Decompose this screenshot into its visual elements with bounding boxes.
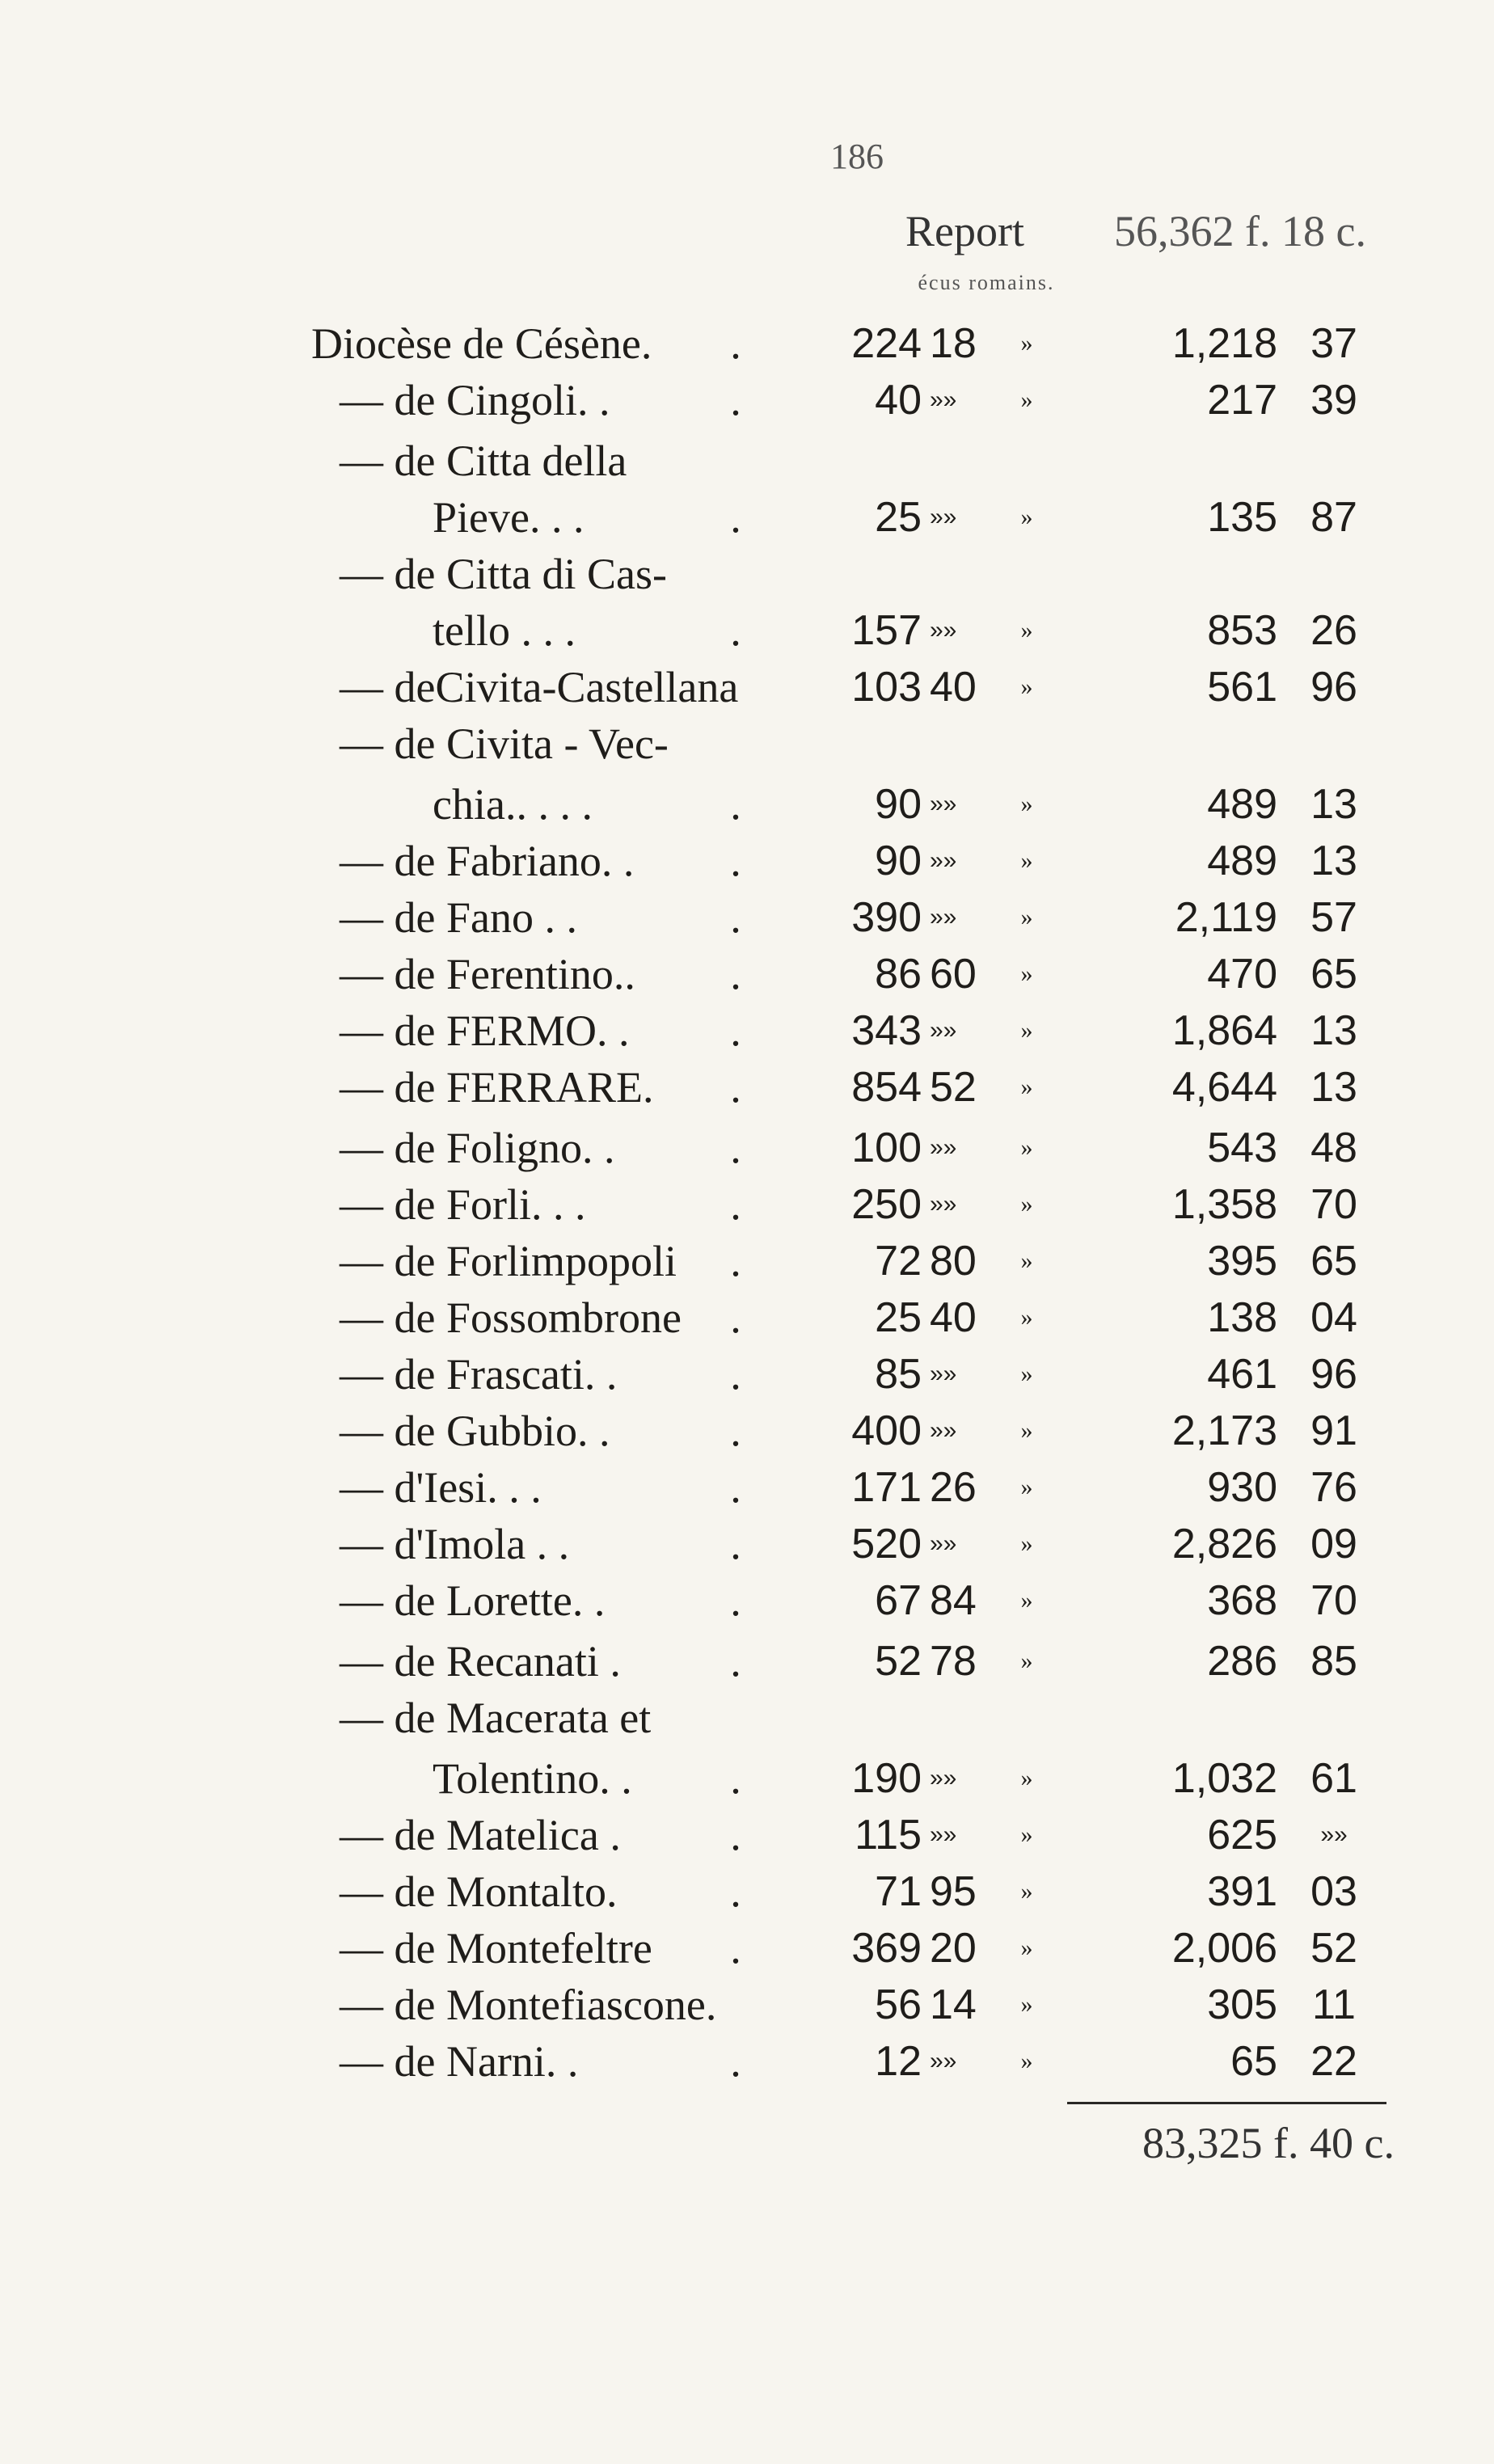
ditto-mark: » (1020, 904, 1033, 930)
florins-value: 2,119 (1175, 894, 1277, 941)
ecus-cents: »» (930, 1530, 957, 1557)
ecus-value: 25 (875, 1294, 922, 1341)
ecus-value: 190 (851, 1755, 922, 1802)
diocese-name: — de Montalto. (340, 1867, 618, 1916)
table-row (0, 1750, 1494, 1807)
leader-dot: . (730, 893, 741, 942)
final-total: 83,325 f. 40 c. (1142, 2119, 1395, 2167)
florins-cents: 09 (1310, 1521, 1357, 1567)
leader-dot: . (730, 606, 741, 655)
ecus-value: 25 (875, 494, 922, 541)
ditto-mark: » (1020, 1765, 1033, 1791)
ecus-cents: 52 (930, 1064, 977, 1111)
page-number: 186 (830, 137, 884, 176)
florins-cents: 87 (1310, 494, 1357, 541)
florins-value: 1,218 (1171, 320, 1277, 367)
table-row (0, 372, 1494, 428)
ecus-cents: »» (930, 1821, 957, 1848)
leader-dot: . (730, 1293, 741, 1342)
ditto-mark: » (1020, 1648, 1033, 1674)
leader-dot: . (730, 1407, 741, 1455)
table-row (0, 1459, 1494, 1516)
florins-cents: 96 (1310, 1351, 1357, 1398)
leader-dot: . (730, 1924, 741, 1972)
ecus-cents: »» (930, 504, 957, 530)
ditto-mark: » (1020, 330, 1033, 357)
diocese-name: chia.. . . . (433, 780, 593, 829)
ditto-mark: » (1020, 1587, 1033, 1614)
florins-cents: 61 (1310, 1755, 1357, 1802)
leader-dot: . (730, 1124, 741, 1172)
report-label: Report (905, 207, 1024, 255)
table-row (0, 432, 1494, 489)
leader-dot: . (730, 1180, 741, 1229)
florins-cents: 52 (1310, 1925, 1357, 1972)
diocese-name: — de Forli. . . (340, 1180, 586, 1229)
table-row (0, 1690, 1494, 1746)
ecus-value: 86 (875, 951, 922, 998)
florins-value: 470 (1207, 951, 1277, 998)
leader-dot: . (730, 376, 741, 424)
total-rule (1067, 2102, 1386, 2104)
florins-value: 625 (1207, 1812, 1277, 1859)
florins-cents: 11 (1312, 1981, 1356, 2028)
ecus-value: 103 (851, 664, 922, 711)
ecus-cents: »» (930, 1417, 957, 1444)
florins-cents: 03 (1310, 1868, 1357, 1915)
table-row (0, 1977, 1494, 2033)
leader-dot: . (730, 1637, 741, 1686)
florins-value: 305 (1207, 1981, 1277, 2028)
table-row (0, 1863, 1494, 1920)
florins-cents: 96 (1310, 664, 1357, 711)
ecus-cents: 84 (930, 1577, 977, 1624)
diocese-name: — de Citta della (340, 437, 627, 485)
table-row (0, 776, 1494, 833)
currency-note: écus romains. (918, 271, 1055, 294)
diocese-name: — de Recanati . (340, 1637, 621, 1686)
ecus-value: 400 (851, 1407, 922, 1454)
florins-value: 138 (1207, 1294, 1277, 1341)
ecus-value: 100 (851, 1124, 922, 1171)
ditto-mark: » (1020, 791, 1033, 817)
florins-value: 368 (1207, 1577, 1277, 1624)
leader-dot: . (730, 1811, 741, 1859)
florins-value: 286 (1207, 1638, 1277, 1685)
table-row (0, 1516, 1494, 1572)
ecus-cents: 78 (930, 1638, 977, 1685)
florins-cents: 85 (1310, 1638, 1357, 1685)
diocese-name: — de Gubbio. . (340, 1407, 610, 1455)
ecus-cents: 40 (930, 664, 977, 711)
diocese-name: — de Montefeltre (340, 1924, 652, 1972)
florins-cents: 04 (1310, 1294, 1357, 1341)
diocese-name: — deCivita-Castellana (340, 663, 739, 711)
diocese-name: — de Cingoli. . (340, 376, 610, 424)
ditto-mark: » (1020, 1361, 1033, 1387)
table-row (0, 1572, 1494, 1629)
leader-dot: . (730, 1754, 741, 1803)
florins-cents: »» (1320, 1821, 1348, 1848)
ecus-cents: »» (930, 1191, 957, 1217)
table-row (0, 489, 1494, 546)
ecus-value: 171 (851, 1464, 922, 1511)
ecus-cents: 20 (930, 1925, 977, 1972)
florins-cents: 13 (1310, 781, 1357, 828)
table-row (0, 833, 1494, 889)
diocese-name: — de Narni. . (340, 2037, 579, 2086)
florins-value: 489 (1207, 838, 1277, 884)
florins-cents: 57 (1310, 894, 1357, 941)
ecus-value: 52 (875, 1638, 922, 1685)
ecus-cents: 40 (930, 1294, 977, 1341)
ditto-mark: » (1020, 1530, 1033, 1557)
table-row (0, 1233, 1494, 1289)
ditto-mark: » (1020, 1134, 1033, 1161)
florins-value: 543 (1207, 1124, 1277, 1171)
ecus-cents: 18 (930, 320, 977, 367)
ecus-cents: »» (930, 1134, 957, 1161)
ecus-value: 224 (851, 320, 922, 367)
florins-cents: 91 (1310, 1407, 1357, 1454)
florins-value: 2,173 (1171, 1407, 1277, 1454)
florins-value: 1,864 (1171, 1007, 1277, 1054)
ecus-value: 390 (851, 894, 922, 941)
florins-cents: 70 (1310, 1577, 1357, 1624)
ecus-cents: »» (930, 386, 957, 413)
diocese-name: tello . . . (433, 606, 576, 655)
ecus-value: 12 (875, 2038, 922, 2085)
diocese-name: — d'Imola . . (340, 1520, 570, 1568)
ditto-mark: » (1020, 847, 1033, 874)
ditto-mark: » (1020, 1191, 1033, 1217)
florins-cents: 48 (1310, 1124, 1357, 1171)
ecus-value: 157 (851, 607, 922, 654)
ecus-value: 85 (875, 1351, 922, 1398)
ecus-cents: »» (930, 1017, 957, 1044)
table-row (0, 1807, 1494, 1863)
leader-dot: . (730, 1463, 741, 1512)
ditto-mark: » (1020, 1247, 1033, 1274)
leader-dot: . (730, 780, 741, 829)
table-row (0, 602, 1494, 659)
florins-value: 2,006 (1171, 1925, 1277, 1972)
ditto-mark: » (1020, 1991, 1033, 2018)
table-row (0, 1633, 1494, 1690)
ecus-value: 56 (875, 1981, 922, 2028)
table-row (0, 546, 1494, 602)
ecus-cents: 14 (930, 1981, 977, 2028)
ditto-mark: » (1020, 673, 1033, 700)
table-row (0, 659, 1494, 715)
ecus-cents: »» (930, 2048, 957, 2074)
florins-value: 1,358 (1171, 1181, 1277, 1228)
diocese-name: — de Fano . . (340, 893, 577, 942)
florins-cents: 26 (1310, 607, 1357, 654)
ditto-mark: » (1020, 617, 1033, 643)
florins-value: 217 (1207, 377, 1277, 424)
ecus-cents: 60 (930, 951, 977, 998)
report-total: 56,362 f. 18 c. (1114, 207, 1366, 255)
ecus-value: 40 (875, 377, 922, 424)
table-row (0, 1403, 1494, 1459)
diocese-name: — de Fabriano. . (340, 837, 635, 885)
ditto-mark: » (1020, 1304, 1033, 1331)
diocese-name: — de Montefiascone. (340, 1981, 717, 2029)
ecus-cents: »» (930, 904, 957, 930)
leader-dot: . (730, 319, 741, 368)
florins-value: 930 (1207, 1464, 1277, 1511)
leader-dot: . (730, 950, 741, 998)
ecus-cents: »» (930, 1361, 957, 1387)
florins-cents: 76 (1310, 1464, 1357, 1511)
table-row (0, 889, 1494, 946)
diocese-name: — de Macerata et (340, 1694, 652, 1742)
florins-value: 65 (1230, 2038, 1277, 2085)
ecus-value: 520 (851, 1521, 922, 1567)
diocese-name: Tolentino. . (433, 1754, 632, 1803)
ecus-cents: »» (930, 791, 957, 817)
ecus-value: 369 (851, 1925, 922, 1972)
table-row (0, 1002, 1494, 1059)
florins-value: 395 (1207, 1238, 1277, 1285)
ditto-mark: » (1020, 1934, 1033, 1961)
leader-dot: . (730, 1350, 741, 1399)
florins-cents: 37 (1310, 320, 1357, 367)
table-row (0, 1059, 1494, 1116)
table-row (0, 1120, 1494, 1176)
ecus-value: 90 (875, 838, 922, 884)
florins-value: 1,032 (1171, 1755, 1277, 1802)
ecus-value: 343 (851, 1007, 922, 1054)
diocese-name: — de Citta di Cas- (340, 550, 667, 598)
florins-value: 391 (1207, 1868, 1277, 1915)
florins-cents: 65 (1310, 951, 1357, 998)
ditto-mark: » (1020, 1017, 1033, 1044)
table-row (0, 946, 1494, 1002)
diocese-name: — d'Iesi. . . (340, 1463, 542, 1512)
ditto-mark: » (1020, 2048, 1033, 2074)
florins-cents: 22 (1310, 2038, 1357, 2085)
table-row (0, 2033, 1494, 2090)
ecus-value: 71 (875, 1868, 922, 1915)
ditto-mark: » (1020, 1821, 1033, 1848)
table-row (0, 315, 1494, 372)
florins-cents: 13 (1310, 1007, 1357, 1054)
florins-value: 461 (1207, 1351, 1277, 1398)
florins-value: 489 (1207, 781, 1277, 828)
ecus-cents: »» (930, 617, 957, 643)
leader-dot: . (730, 1867, 741, 1916)
ecus-cents: 95 (930, 1868, 977, 1915)
florins-cents: 13 (1310, 1064, 1357, 1111)
diocese-name: — de Ferentino.. (340, 950, 635, 998)
diocese-name: Pieve. . . (433, 493, 585, 542)
leader-dot: . (730, 2037, 741, 2086)
ecus-value: 250 (851, 1181, 922, 1228)
table-row (0, 1289, 1494, 1346)
ditto-mark: » (1020, 1474, 1033, 1500)
ecus-value: 72 (875, 1238, 922, 1285)
table-row (0, 715, 1494, 772)
leader-dot: . (730, 1006, 741, 1055)
leader-dot: . (730, 1520, 741, 1568)
leader-dot: . (730, 837, 741, 885)
florins-cents: 39 (1310, 377, 1357, 424)
table-row (0, 1920, 1494, 1977)
ditto-mark: » (1020, 1878, 1033, 1905)
florins-value: 135 (1207, 494, 1277, 541)
diocese-name: — de FERRARE. (340, 1063, 654, 1112)
florins-value: 561 (1207, 664, 1277, 711)
ecus-cents: »» (930, 1765, 957, 1791)
florins-value: 4,644 (1171, 1064, 1277, 1111)
diocese-name: — de Fossombrone (340, 1293, 682, 1342)
diocese-name: — de Frascati. . (340, 1350, 618, 1399)
leader-dot: . (730, 1576, 741, 1625)
ditto-mark: » (1020, 504, 1033, 530)
diocese-name: — de Forlimpopoli (340, 1237, 677, 1285)
table-row (0, 1346, 1494, 1403)
ecus-cents: 26 (930, 1464, 977, 1511)
ecus-value: 115 (855, 1812, 922, 1859)
leader-dot: . (730, 1237, 741, 1285)
leader-dot: . (730, 493, 741, 542)
diocese-name: — de FERMO. . (340, 1006, 630, 1055)
ecus-value: 90 (875, 781, 922, 828)
florins-value: 2,826 (1171, 1521, 1277, 1567)
diocese-name: — de Foligno. . (340, 1124, 615, 1172)
ditto-mark: » (1020, 386, 1033, 413)
florins-cents: 65 (1310, 1238, 1357, 1285)
florins-cents: 13 (1310, 838, 1357, 884)
diocese-name: Diocèse de Césène. (311, 319, 652, 368)
ditto-mark: » (1020, 1417, 1033, 1444)
florins-value: 853 (1207, 607, 1277, 654)
ecus-value: 67 (875, 1577, 922, 1624)
table-row (0, 1176, 1494, 1233)
florins-cents: 70 (1310, 1181, 1357, 1228)
diocese-name: — de Civita - Vec- (340, 719, 669, 768)
leader-dot: . (730, 1063, 741, 1112)
ditto-mark: » (1020, 960, 1033, 987)
diocese-name: — de Lorette. . (340, 1576, 606, 1625)
ecus-value: 854 (851, 1064, 922, 1111)
diocese-name: — de Matelica . (340, 1811, 621, 1859)
ecus-cents: 80 (930, 1238, 977, 1285)
ecus-cents: »» (930, 847, 957, 874)
ditto-mark: » (1020, 1074, 1033, 1100)
